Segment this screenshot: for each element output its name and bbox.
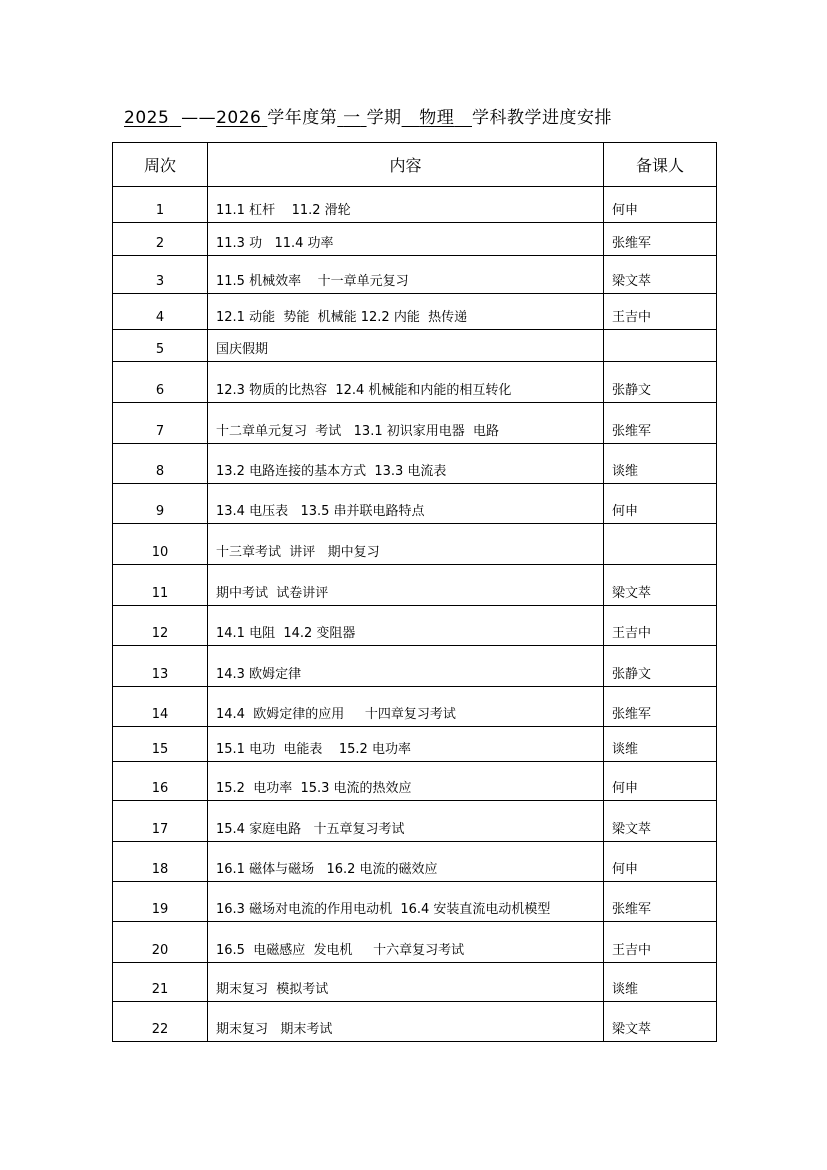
- table-row: [113, 223, 717, 256]
- content-cell: 国庆假期: [208, 330, 604, 362]
- teacher-cell: 何申: [604, 842, 717, 882]
- week-cell: 5: [113, 330, 208, 362]
- teacher-cell: 张静文: [604, 646, 717, 687]
- content-cell: 11.5 机械效率 十一章单元复习: [208, 256, 604, 294]
- title-text-2: 学期: [366, 108, 402, 128]
- week-cell: 14: [113, 687, 208, 727]
- content-cell: 16.1 磁体与磁场 16.2 电流的磁效应: [208, 842, 604, 882]
- header-teacher: 备课人: [604, 143, 717, 187]
- week-cell: 1: [113, 187, 208, 223]
- teacher-cell: 谈维: [604, 444, 717, 484]
- content-cell: 16.5 电磁感应 发电机 十六章复习考试: [208, 922, 604, 963]
- table-row: [113, 444, 717, 484]
- teacher-cell: [604, 330, 717, 362]
- teacher-cell: 张维军: [604, 223, 717, 256]
- content-cell: 十三章考试 讲评 期中复习: [208, 524, 604, 565]
- week-cell: 20: [113, 922, 208, 963]
- table-row: [113, 330, 717, 362]
- content-cell: 12.3 物质的比热容 12.4 机械能和内能的相互转化: [208, 362, 604, 403]
- week-cell: 18: [113, 842, 208, 882]
- content-cell: 15.2 电功率 15.3 电流的热效应: [208, 762, 604, 801]
- teacher-cell: 谈维: [604, 963, 717, 1002]
- table-row: [113, 403, 717, 444]
- table-row: [113, 801, 717, 842]
- week-cell: 16: [113, 762, 208, 801]
- schedule-table: [112, 142, 717, 1042]
- content-cell: 14.4 欧姆定律的应用 十四章复习考试: [208, 687, 604, 727]
- content-cell: 期中考试 试卷讲评: [208, 565, 604, 606]
- week-cell: 8: [113, 444, 208, 484]
- week-cell: 4: [113, 294, 208, 330]
- table-row: [113, 362, 717, 403]
- content-cell: 12.1 动能 势能 机械能 12.2 内能 热传递: [208, 294, 604, 330]
- content-cell: 11.3 功 11.4 功率: [208, 223, 604, 256]
- week-cell: 3: [113, 256, 208, 294]
- content-cell: 14.1 电阻 14.2 变阻器: [208, 606, 604, 646]
- week-cell: 21: [113, 963, 208, 1002]
- teacher-cell: 梁文萃: [604, 1002, 717, 1042]
- table-row: [113, 1002, 717, 1042]
- table-row: [113, 727, 717, 762]
- title-year-start: 2025: [124, 108, 170, 128]
- table-row: [113, 565, 717, 606]
- week-cell: 17: [113, 801, 208, 842]
- teacher-cell: 梁文萃: [604, 256, 717, 294]
- teacher-cell: 何申: [604, 187, 717, 223]
- title-term: 一: [343, 108, 361, 128]
- content-cell: 11.1 杠杆 11.2 滑轮: [208, 187, 604, 223]
- table-row: [113, 187, 717, 223]
- week-cell: 13: [113, 646, 208, 687]
- content-cell: 期末复习 模拟考试: [208, 963, 604, 1002]
- document-title: [124, 104, 724, 132]
- week-cell: 22: [113, 1002, 208, 1042]
- table-row: [113, 256, 717, 294]
- content-cell: 13.4 电压表 13.5 串并联电路特点: [208, 484, 604, 524]
- content-cell: 13.2 电路连接的基本方式 13.3 电流表: [208, 444, 604, 484]
- table-row: [113, 882, 717, 922]
- title-dash: ——: [181, 108, 217, 128]
- week-cell: 12: [113, 606, 208, 646]
- table-row: [113, 524, 717, 565]
- week-cell: 6: [113, 362, 208, 403]
- header-week: 周次: [113, 143, 208, 187]
- week-cell: 7: [113, 403, 208, 444]
- table-row: [113, 687, 717, 727]
- teacher-cell: 张维军: [604, 687, 717, 727]
- teacher-cell: [604, 524, 717, 565]
- content-cell: 14.3 欧姆定律: [208, 646, 604, 687]
- table-row: [113, 606, 717, 646]
- table-row: [113, 963, 717, 1002]
- teacher-cell: 张维军: [604, 403, 717, 444]
- table-row: [113, 484, 717, 524]
- table-row: [113, 922, 717, 963]
- table-row: [113, 762, 717, 801]
- title-subject: 物理: [419, 108, 455, 128]
- teacher-cell: 何申: [604, 762, 717, 801]
- table-row: [113, 646, 717, 687]
- title-text-3: 学科教学进度安排: [472, 108, 612, 128]
- table-row: [113, 842, 717, 882]
- teacher-cell: 张维军: [604, 882, 717, 922]
- week-cell: 19: [113, 882, 208, 922]
- week-cell: 11: [113, 565, 208, 606]
- teacher-cell: 梁文萃: [604, 565, 717, 606]
- title-text-1: 学年度第: [267, 108, 338, 128]
- content-cell: 15.4 家庭电路 十五章复习考试: [208, 801, 604, 842]
- teacher-cell: 梁文萃: [604, 801, 717, 842]
- teacher-cell: 王吉中: [604, 294, 717, 330]
- week-cell: 9: [113, 484, 208, 524]
- content-cell: 期末复习 期末考试: [208, 1002, 604, 1042]
- title-year-end: 2026: [216, 108, 262, 128]
- teacher-cell: 王吉中: [604, 922, 717, 963]
- week-cell: 15: [113, 727, 208, 762]
- week-cell: 2: [113, 223, 208, 256]
- teacher-cell: 何申: [604, 484, 717, 524]
- content-cell: 15.1 电功 电能表 15.2 电功率: [208, 727, 604, 762]
- table-header-row: [113, 143, 717, 187]
- content-cell: 16.3 磁场对电流的作用电动机 16.4 安装直流电动机模型: [208, 882, 604, 922]
- header-content: 内容: [208, 143, 604, 187]
- teacher-cell: 谈维: [604, 727, 717, 762]
- teacher-cell: 张静文: [604, 362, 717, 403]
- content-cell: 十二章单元复习 考试 13.1 初识家用电器 电路: [208, 403, 604, 444]
- table-row: [113, 294, 717, 330]
- week-cell: 10: [113, 524, 208, 565]
- teacher-cell: 王吉中: [604, 606, 717, 646]
